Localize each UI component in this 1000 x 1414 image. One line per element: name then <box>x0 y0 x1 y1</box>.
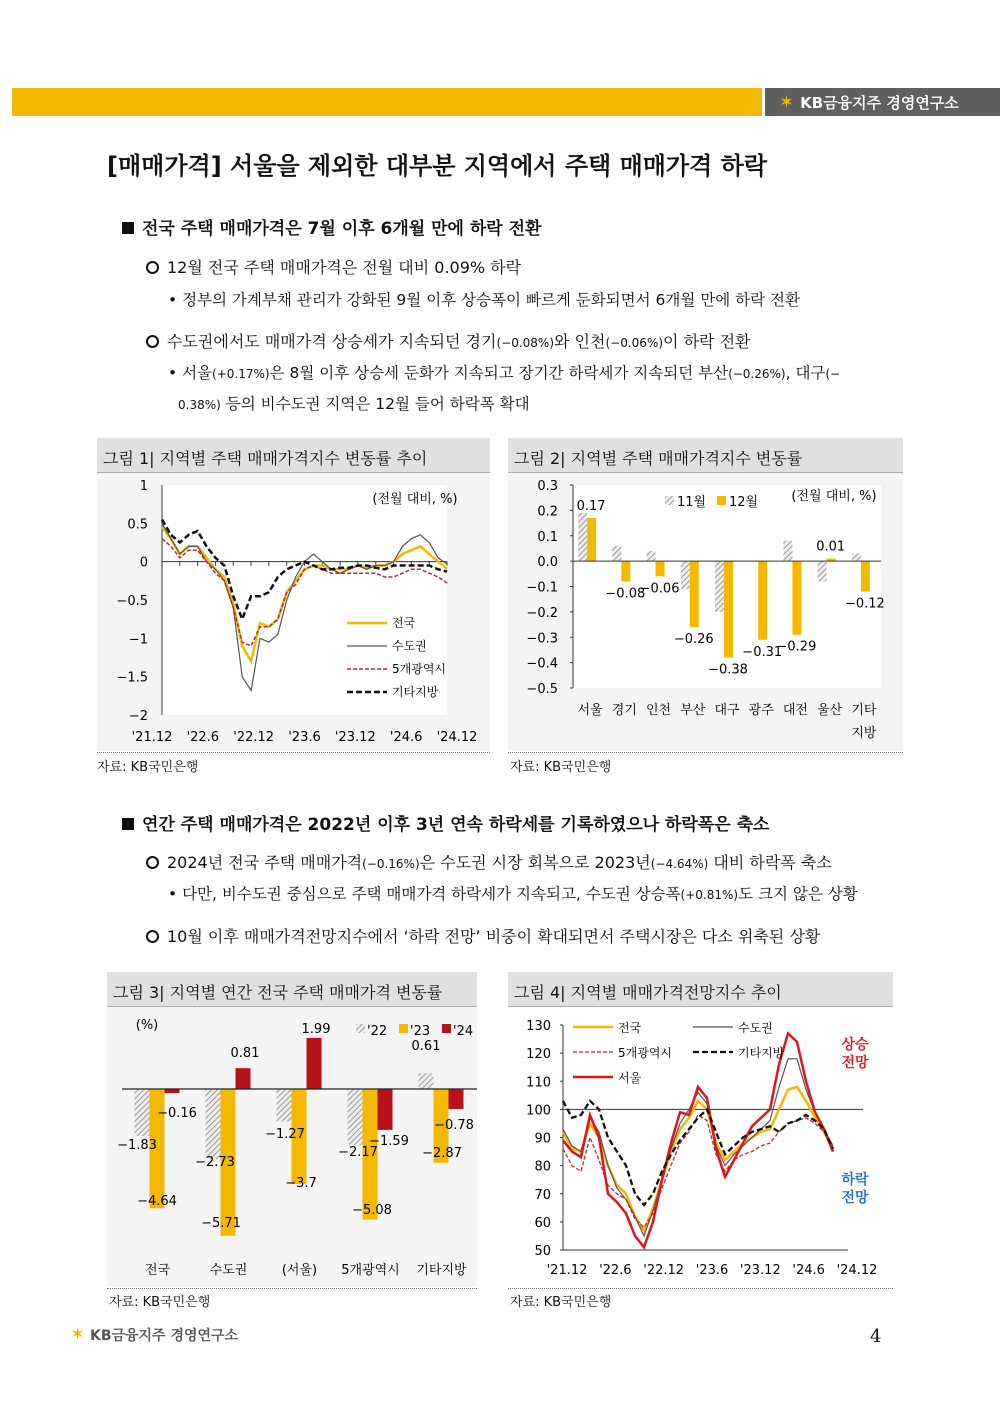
fig3-legend-label-23: '23 <box>410 1024 431 1039</box>
fig1-x-tick-label: '24.6 <box>389 730 423 745</box>
fig1-legend-label: 수도권 <box>392 639 427 653</box>
fig4-x-tick-label: '22.12 <box>643 1263 685 1278</box>
fig2-x-label: 서울 <box>577 703 603 718</box>
fig2-bar-dec <box>690 561 699 627</box>
fig1-x-tick-label: '22.6 <box>186 730 220 745</box>
fig3-bar <box>206 1089 221 1159</box>
fig1-legend-label: 기타지방 <box>392 685 439 699</box>
fig2-data-label: 0.01 <box>816 539 846 555</box>
fig1-y-tick-label: 1 <box>139 479 148 494</box>
fig3-bar <box>419 1073 434 1089</box>
fig3-data-label: 1.99 <box>301 1022 331 1037</box>
fig2-bar-dec <box>656 561 665 576</box>
fig2-y-tick-label: 0.2 <box>537 504 558 520</box>
page-title: [매매가격] 서울을 제외한 대부분 지역에서 주택 매매가격 하락 <box>107 152 768 180</box>
fig2-bar-dec <box>724 561 733 657</box>
fig3-bar <box>277 1089 292 1122</box>
fig3-divider <box>107 1288 477 1289</box>
fig3-bar <box>449 1089 464 1109</box>
fig1-x-tick-label: '21.12 <box>131 730 173 745</box>
fig4-series-line <box>563 1033 833 1247</box>
fig3-data-label: −2.17 <box>338 1145 378 1160</box>
fig1-caption: 그림 1| 지역별 주택 매매가격지수 변동률 추이 <box>97 438 490 473</box>
section1-sub2-cont: 0.38%) 등의 비수도권 지역은 12월 들어 하락폭 확대 <box>178 395 530 413</box>
fig4-divider <box>508 1288 893 1289</box>
fig2-legend-swatch-dec <box>717 496 726 505</box>
fig3-svg <box>107 1007 477 1287</box>
fig2-data-label: −0.38 <box>708 662 748 678</box>
fig2-bar-nov <box>612 546 621 561</box>
section1-heading: 전국 주택 매매가격은 7월 이후 6개월 만에 하락 전환 <box>122 214 541 239</box>
fig2-y-tick-label: 0.3 <box>537 479 558 494</box>
fig4-chart <box>508 1007 893 1287</box>
circle-bullet-icon <box>146 261 159 274</box>
fig2-x-label: 인천 <box>645 703 672 718</box>
fig2-bar-nov <box>647 551 656 561</box>
fig1-svg <box>97 473 490 751</box>
fig4-down-label: 전망 <box>841 1190 869 1206</box>
fig3-x-label: (서울) <box>281 1263 318 1278</box>
square-bullet-icon <box>122 818 134 830</box>
fig3-source: 자료: KB국민은행 <box>109 1295 211 1310</box>
fig4-legend-label: 서울 <box>618 1071 642 1085</box>
brand-name: KB금융지주 경영연구소 <box>800 93 959 112</box>
fig4-down-label: 하락 <box>841 1172 869 1188</box>
fig3-legend-label-22: '22 <box>367 1024 388 1039</box>
fig2-x-label: 경기 <box>611 703 637 718</box>
fig3-x-label: 전국 <box>144 1263 171 1278</box>
fig4-legend-label: 5개광역시 <box>618 1046 673 1060</box>
footer-logo: ✶ KB금융지주 경영연구소 <box>70 1324 239 1345</box>
fig1-legend-label: 5개광역시 <box>392 662 447 676</box>
fig2-chart <box>508 473 903 751</box>
fig2-bar-dec <box>758 561 767 640</box>
fig2-y-tick-label: 0.0 <box>537 555 558 571</box>
fig3-legend-swatch-24 <box>442 1024 451 1033</box>
fig2-y-tick-label: −0.2 <box>526 605 558 621</box>
fig2-legend-label-nov: 11월 <box>677 495 707 510</box>
section2-bullet2: 10월 이후 매매가격전망지수에서 ‘하락 전망’ 비중이 확대되면서 주택시장은 다소 위축된 상황 <box>146 924 820 947</box>
fig2-bar-nov <box>818 561 827 581</box>
fig3-data-label: −0.16 <box>157 1106 197 1121</box>
fig2-svg <box>508 473 903 751</box>
fig2-bar-dec <box>587 518 596 561</box>
fig1-y-tick-label: 0 <box>139 555 148 571</box>
fig2-legend-swatch-nov <box>665 496 674 505</box>
fig3-legend-swatch-22 <box>356 1024 365 1033</box>
circle-bullet-icon <box>146 856 159 869</box>
brand-box <box>765 88 1000 116</box>
fig2-y-tick-label: −0.3 <box>526 631 558 647</box>
fig2-x-label: 대구 <box>714 703 740 718</box>
fig3-x-label: 5개광역시 <box>341 1263 400 1278</box>
fig4-source: 자료: KB국민은행 <box>510 1295 612 1310</box>
fig1-x-tick-label: '22.12 <box>233 730 275 745</box>
fig3-legend-swatch-23 <box>399 1024 408 1033</box>
fig3-data-label: −1.27 <box>265 1127 305 1142</box>
fig2-data-label: −0.26 <box>673 632 714 648</box>
fig1-plot-bg <box>162 485 447 715</box>
fig3-data-label: 0.81 <box>230 1046 260 1061</box>
fig4-legend-label: 수도권 <box>738 1021 773 1035</box>
fig2-legend-label-dec: 12월 <box>729 495 759 510</box>
fig4-y-tick-label: 80 <box>534 1159 551 1175</box>
fig2-source: 자료: KB국민은행 <box>510 760 612 775</box>
fig3-data-label: −4.64 <box>137 1194 177 1209</box>
fig2-data-label: −0.08 <box>605 586 646 602</box>
circle-bullet-icon <box>146 930 159 943</box>
fig2-data-label: −0.12 <box>844 596 885 612</box>
fig4-y-tick-label: 120 <box>526 1047 551 1063</box>
fig1-y-tick-label: −1 <box>128 632 148 648</box>
header-bar <box>12 88 762 116</box>
fig3-data-label: −1.83 <box>117 1138 157 1153</box>
fig3-caption: 그림 3| 지역별 연간 전국 주택 매매가격 변동률 <box>107 972 477 1007</box>
fig2-x-label: 울산 <box>817 703 843 718</box>
fig1-note: (전월 대비, %) <box>372 492 458 507</box>
circle-bullet-icon <box>146 335 159 348</box>
fig1-x-tick-label: '23.12 <box>334 730 376 745</box>
fig2-bar-dec <box>861 561 870 591</box>
fig2-caption: 그림 2| 지역별 주택 매매가격지수 변동률 <box>508 438 903 473</box>
fig2-y-tick-label: −0.5 <box>526 682 558 697</box>
fig2-data-label: −0.31 <box>742 644 783 660</box>
section2-sub1: • 다만, 비수도권 중심으로 주택 매매가격 하락세가 지속되고, 수도권 상승폭(+0.81%)도 크지 않은 상황 <box>168 885 858 903</box>
fig2-bar-nov <box>715 561 724 612</box>
fig3-data-label: −5.08 <box>352 1203 392 1218</box>
fig2-divider <box>508 752 903 753</box>
fig2-x-label-line2: 지방 <box>851 726 877 741</box>
fig2-y-tick-label: 0.1 <box>537 529 558 545</box>
fig4-y-tick-label: 110 <box>526 1075 551 1091</box>
fig2-bar-nov <box>578 513 587 561</box>
fig4-svg <box>508 1007 893 1287</box>
fig4-up-label: 전망 <box>841 1055 869 1071</box>
fig2-x-label: 부산 <box>680 703 706 718</box>
fig4-x-tick-label: '21.12 <box>546 1263 588 1278</box>
fig4-x-tick-label: '22.6 <box>599 1263 632 1278</box>
fig1-x-tick-label: '24.12 <box>436 730 478 745</box>
fig2-bar-dec <box>621 561 630 581</box>
fig4-y-tick-label: 50 <box>534 1244 551 1259</box>
fig4-y-tick-label: 100 <box>526 1103 551 1119</box>
fig2-y-tick-label: −0.4 <box>526 656 558 672</box>
fig1-divider <box>97 752 490 753</box>
fig2-x-label: 광주 <box>748 703 774 718</box>
fig2-y-tick-label: −0.1 <box>526 580 558 596</box>
fig3-x-label: 수도권 <box>209 1263 248 1278</box>
fig3-bar <box>165 1089 180 1093</box>
fig4-x-tick-label: '23.12 <box>739 1263 781 1278</box>
fig4-y-tick-label: 130 <box>526 1019 551 1034</box>
fig3-unit: (%) <box>135 1018 159 1033</box>
fig2-x-label: 기타 <box>851 703 877 718</box>
section2-heading: 연간 주택 매매가격은 2022년 이후 3년 연속 하락세를 기록하였으나 하락폭은 축소 <box>122 810 769 835</box>
section1-bullet2: 수도권에서도 매매가격 상승세가 지속되던 경기(−0.08%)와 인천(−0.06%)이 하락 전환 <box>146 329 750 352</box>
fig4-legend-label: 기타지방 <box>738 1046 785 1060</box>
fig4-y-tick-label: 70 <box>534 1187 551 1203</box>
section1-bullet1: 12월 전국 주택 매매가격은 전월 대비 0.09% 하락 <box>146 255 521 278</box>
fig2-note: (전월 대비, %) <box>791 489 877 504</box>
page-number: 4 <box>870 1326 882 1347</box>
fig3-x-label: 기타지방 <box>416 1263 467 1278</box>
fig4-x-tick-label: '24.6 <box>792 1263 825 1278</box>
fig3-bar <box>135 1089 150 1136</box>
fig3-data-label: −2.87 <box>422 1146 462 1161</box>
fig3-bar <box>236 1068 251 1089</box>
fig4-y-tick-label: 90 <box>534 1131 551 1147</box>
section1-sub1: • 정부의 가계부채 관리가 강화된 9월 이후 상승폭이 빠르게 둔화되면서 6개월 만에 하락 전환 <box>168 291 800 309</box>
fig3-data-label: −5.71 <box>201 1216 241 1231</box>
fig2-data-label: −0.29 <box>776 639 817 655</box>
section1-sub2: • 서울(+0.17%)은 8월 이후 상승세 둔화가 지속되고 장기간 하락세가 지속되던 부산(−0.26%), 대구(− <box>168 364 841 382</box>
fig3-data-label: −3.7 <box>285 1176 317 1191</box>
fig1-chart <box>97 473 490 751</box>
fig3-bar <box>348 1089 363 1145</box>
fig1-source: 자료: KB국민은행 <box>97 760 199 775</box>
fig1-y-tick-label: 0.5 <box>127 517 148 533</box>
fig3-chart <box>107 1007 477 1287</box>
fig1-y-tick-label: −1.5 <box>116 670 148 686</box>
fig3-data-label: 0.61 <box>411 1039 441 1054</box>
fig3-data-label: −2.73 <box>195 1155 235 1170</box>
fig2-data-label: 0.17 <box>576 498 606 514</box>
kb-star-icon: ✶ <box>70 1324 86 1345</box>
fig3-legend-label-24: '24 <box>453 1024 474 1039</box>
fig1-legend-label: 전국 <box>392 616 416 630</box>
fig2-data-label: −0.06 <box>639 581 680 597</box>
fig3-data-label: −1.59 <box>369 1134 409 1149</box>
fig4-y-tick-label: 60 <box>534 1215 551 1231</box>
fig4-x-tick-label: '24.12 <box>836 1263 878 1278</box>
fig4-caption: 그림 4| 지역별 매매가격전망지수 추이 <box>508 972 893 1007</box>
fig2-bar-nov <box>852 554 861 562</box>
section2-bullet1: 2024년 전국 주택 매매가격(−0.16%)은 수도권 시장 회복으로 2023년(−4.64%) 대비 하락폭 축소 <box>146 850 832 873</box>
fig2-bar-nov <box>681 561 690 589</box>
fig1-x-tick-label: '23.6 <box>288 730 321 745</box>
kb-star-icon: ✶ <box>779 91 795 113</box>
fig1-y-tick-label: −0.5 <box>116 594 148 609</box>
fig3-bar <box>378 1089 393 1130</box>
fig4-up-label: 상승 <box>841 1037 869 1053</box>
fig2-bar-nov <box>783 541 792 561</box>
fig4-x-tick-label: '23.6 <box>695 1263 729 1278</box>
fig3-data-label: −0.78 <box>434 1118 474 1133</box>
fig3-bar <box>307 1038 322 1089</box>
fig2-x-label: 대전 <box>782 703 809 718</box>
fig1-y-tick-label: −2 <box>128 709 148 724</box>
fig2-bar-dec <box>792 561 801 635</box>
square-bullet-icon <box>122 222 134 234</box>
fig4-legend-label: 전국 <box>618 1021 642 1035</box>
